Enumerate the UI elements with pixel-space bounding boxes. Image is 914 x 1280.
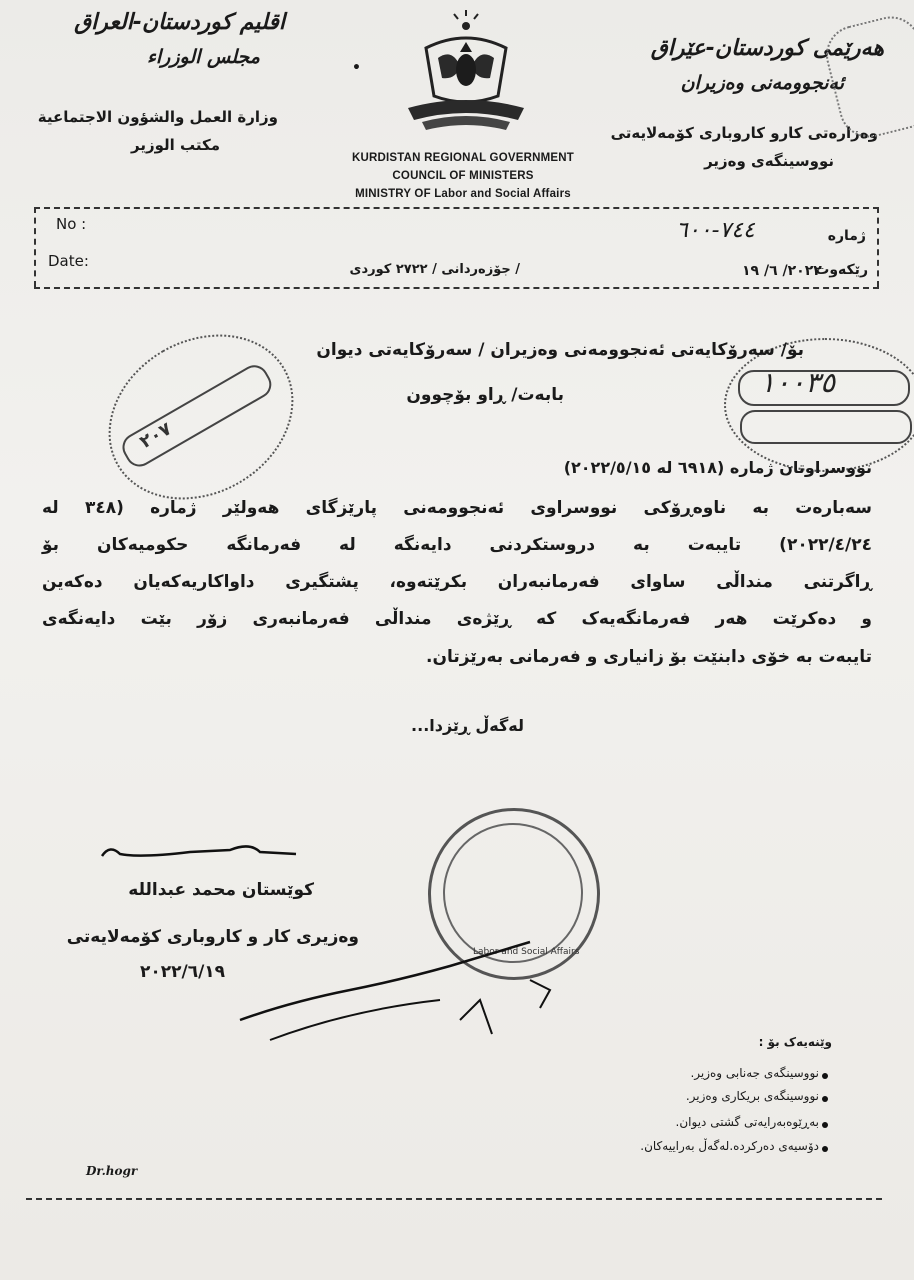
letter-body-line: سەبارەت بە ناوەڕۆکی نووسراوی ئەنجوومەنی پارێزگای هەولێر ژمارە (٣٤٨ لە: [42, 498, 872, 518]
header-right-office: نووسینگەی وەزیر: [704, 152, 834, 170]
header-right-ministry: وەزارەتی کارو کاروباری کۆمەلایەتی: [610, 124, 878, 142]
header-center-gov: KURDISTAN REGIONAL GOVERNMENT: [352, 152, 574, 164]
reference-box-right-edge: [877, 207, 879, 287]
number-label: ژمارە: [827, 228, 866, 244]
header-center-ministry: MINISTRY OF Labor and Social Affairs: [355, 188, 571, 200]
handwritten-signature-icon: [230, 930, 590, 1050]
letter-body-last-line: تایبەت بە خۆی دابنێت بۆ زانیاری و فەرمانی بەرێزتان.: [425, 647, 872, 667]
letter-body-line: ڕاگرتنی منداڵی ساوای فەرمانبەران بکرێتەوە، پشتگیری داواکاریەکەیان دەکەین: [42, 572, 872, 592]
date-label: Date:: [48, 252, 89, 270]
ink-dot: •: [352, 60, 361, 76]
number-value: ٧٤٤-٦٠٠: [676, 218, 755, 243]
reference-box-left-edge: [34, 207, 36, 287]
date-label-ku: رێکەوت: [815, 262, 868, 278]
footer-initials: Dr.hogr: [86, 1164, 138, 1178]
header-center-council: COUNCIL OF MINISTERS: [392, 170, 534, 182]
left-stamp-number: ٢٠٧: [136, 418, 176, 453]
bullet-icon: [822, 1096, 828, 1102]
right-stamp-number: ١٠٠٣٥: [760, 366, 836, 399]
header-right-region: هەرێمی کوردستان-عێراق: [650, 36, 884, 61]
cc-list-item: دۆسیەی دەرکردە.لەگەڵ بەراییەکان.: [640, 1139, 819, 1153]
bullet-icon: [822, 1073, 828, 1079]
krg-emblem-icon: [398, 8, 534, 140]
header-left-ministry: وزارة العمل والشؤون الاجتماعية: [37, 108, 278, 126]
bullet-icon: [822, 1122, 828, 1128]
cc-list-item: نووسینگەی جەنابی وەزیر.: [690, 1066, 819, 1080]
header-left-region: اقليم كوردستان-العراق: [74, 10, 285, 35]
letter-closing: لەگەڵ ڕێزدا...: [411, 716, 524, 735]
calendar-note: / جۆزەردانی / ٢٧٢٢ کوردی: [349, 262, 520, 277]
cc-list-item: بەڕێوەبەرایەتی گشتی دیوان.: [675, 1115, 819, 1129]
no-label: No :: [56, 215, 87, 233]
cc-list-item: نووسینگەی بریکاری وەزیر.: [685, 1089, 819, 1103]
letter-body-line: ٢٠٢٢/٤/٢٤) تایبەت بە دروستکردنی دایەنگە لە فەرمانگە حکومیەکان بۆ: [42, 535, 872, 555]
date-value: ٢٠٢٢/ ٦/ ١٩: [742, 263, 822, 279]
seal-text: Labor and Social Affairs: [473, 947, 580, 957]
header-left-office: مكتب الوزير: [130, 136, 220, 154]
signature-date: ٢٠٢٢/٦/١٩: [140, 962, 226, 982]
header-left-council: مجلس الوزراء: [146, 46, 260, 68]
header-right-council: ئەنجوومەنی وەزیران: [680, 72, 844, 94]
letter-body-line: و دەکرێت هەر فەرمانگەیەک کە ڕێژەی منداڵی فەرمانبەری زۆر بێت دایەنگەی: [42, 609, 872, 629]
signer-name: کوێستان محمد عبداللە: [128, 880, 314, 900]
signer-title: وەزیری کار و کاروباری کۆمەلایەتی: [66, 927, 359, 947]
signature-scribble-icon: [100, 838, 300, 868]
bullet-icon: [822, 1146, 828, 1152]
letter-reference: نووسراوتان ژمارە (٦٩١٨ لە ٢٠٢٢/٥/١٥): [563, 458, 872, 477]
letter-subject: بابەت/ ڕاو بۆچوون: [406, 385, 564, 405]
cc-label: وێنەیەک بۆ :: [758, 1035, 832, 1049]
footer-divider: [26, 1198, 882, 1200]
letter-recipient: بۆ/ سەرۆکایەتی ئەنجوومەنی وەزیران / سەرۆکایەتی دیوان: [316, 340, 804, 360]
